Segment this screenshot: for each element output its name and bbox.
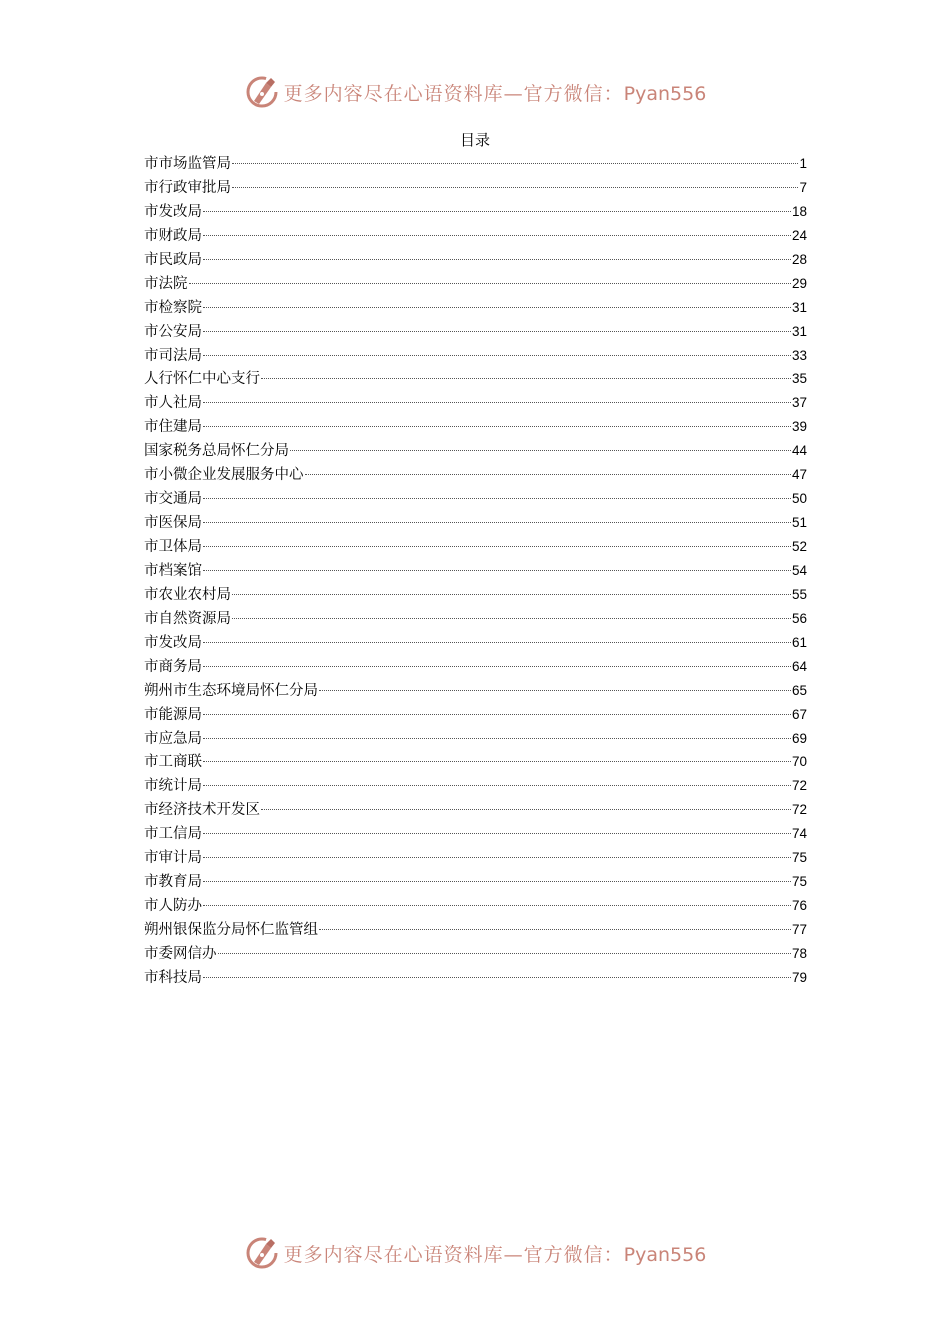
toc-entry-page-number: 50 [791, 491, 807, 507]
toc-dot-leader [203, 881, 791, 882]
toc-entry[interactable] [144, 703, 807, 727]
toc-dot-leader [203, 331, 791, 332]
toc-entry-label: 市工商联 [144, 754, 202, 771]
toc-entry-label: 市行政审批局 [144, 179, 231, 196]
toc-entry[interactable] [144, 296, 807, 320]
toc-entry-page-number: 54 [791, 562, 807, 578]
toc-entry-label: 市能源局 [144, 706, 202, 723]
toc-entry-label: 朔州银保监分局怀仁监管组 [144, 922, 318, 938]
toc-entry[interactable] [144, 774, 807, 798]
toc-entry-page-number: 72 [791, 778, 807, 794]
toc-entry-label: 市档案馆 [144, 562, 202, 579]
toc-entry[interactable] [144, 894, 807, 918]
toc-entry[interactable] [144, 942, 807, 966]
toc-entry-page-number: 51 [791, 515, 807, 531]
toc-dot-leader [203, 307, 791, 308]
toc-dot-leader [261, 378, 791, 379]
toc-entry-page-number: 75 [791, 874, 807, 890]
toc-entry-label: 市法院 [144, 275, 188, 292]
toc-entry[interactable] [144, 391, 807, 415]
toc-dot-leader [305, 474, 791, 475]
banner-wechat-id: Pyan556 [623, 82, 707, 105]
toc-dot-leader [203, 259, 791, 260]
toc-entry[interactable] [144, 176, 807, 200]
toc-dot-leader [203, 857, 791, 858]
toc-entry[interactable] [144, 966, 807, 990]
toc-entry-label: 市人社局 [144, 395, 202, 412]
toc-dot-leader [218, 953, 791, 954]
toc-entry-label: 市交通局 [144, 491, 202, 508]
toc-dot-leader [203, 761, 791, 762]
toc-entry[interactable] [144, 344, 807, 368]
toc-entry-page-number: 28 [791, 251, 807, 267]
toc-entry-page-number: 35 [791, 371, 807, 387]
toc-entry[interactable] [144, 224, 807, 248]
toc-dot-leader [203, 522, 791, 523]
banner-wechat-id: Pyan556 [623, 1243, 707, 1266]
toc-entry-page-number: 69 [791, 730, 807, 746]
toc-entry-page-number: 77 [791, 922, 807, 937]
toc-entry-page-number: 7 [799, 179, 807, 195]
toc-dot-leader [189, 283, 791, 284]
toc-entry-page-number: 52 [791, 539, 807, 554]
toc-entry-label: 市人防办 [144, 898, 202, 915]
toc-entry-label: 市卫体局 [144, 539, 202, 555]
toc-entry-label: 市商务局 [144, 658, 202, 675]
toc-dot-leader [203, 785, 791, 786]
toc-entry-label: 市审计局 [144, 850, 202, 867]
toc-entry-label: 市经济技术开发区 [144, 802, 260, 819]
toc-dot-leader [203, 546, 791, 547]
toc-entry-page-number: 72 [791, 802, 807, 818]
toc-entry[interactable] [144, 583, 807, 607]
toc-entry-label: 市发改局 [144, 203, 202, 220]
toc-entry-page-number: 55 [791, 586, 807, 602]
toc-dot-leader [232, 594, 791, 595]
toc-entry-page-number: 65 [791, 682, 807, 698]
toc-dot-leader [290, 450, 791, 451]
toc-entry[interactable] [144, 439, 807, 463]
toc-entry[interactable] [144, 272, 807, 296]
toc-entry[interactable] [144, 607, 807, 631]
toc-dot-leader [232, 187, 798, 188]
header-banner [0, 72, 950, 112]
toc-dot-leader [203, 666, 791, 667]
toc-entry-page-number: 56 [791, 610, 807, 626]
toc-entry-page-number: 37 [791, 395, 807, 411]
toc-entry-label: 市统计局 [144, 778, 202, 795]
banner-text-cn: 更多内容尽在心语资料库—官方微信： [283, 1243, 624, 1266]
toc-entry[interactable] [144, 870, 807, 894]
toc-entry-label: 国家税务总局怀仁分局 [144, 443, 289, 460]
toc-entry-label: 市自然资源局 [144, 610, 231, 627]
toc-entry-label: 市民政局 [144, 251, 202, 268]
toc-entry-label: 市应急局 [144, 730, 202, 747]
toc-dot-leader [203, 426, 791, 427]
toc-entry-label: 市财政局 [144, 227, 202, 244]
toc-entry[interactable] [144, 750, 807, 774]
toc-dot-leader [232, 163, 798, 164]
toc-entry[interactable] [144, 918, 807, 942]
toc-entry-page-number: 74 [791, 826, 807, 842]
toc-entry[interactable] [144, 655, 807, 679]
toc-dot-leader [319, 929, 791, 930]
toc-entry-label: 市市场监管局 [144, 156, 231, 172]
footer-banner [0, 1233, 950, 1273]
toc-dot-leader [203, 977, 791, 978]
toc-entry-page-number: 64 [791, 658, 807, 674]
banner-text-cn: 更多内容尽在心语资料库—官方微信： [283, 82, 624, 105]
toc-dot-leader [203, 905, 791, 906]
toc-entry-label: 市工信局 [144, 826, 202, 843]
toc-dot-leader [203, 211, 791, 212]
toc-entry-page-number: 1 [799, 156, 807, 171]
toc-dot-leader [203, 642, 791, 643]
toc-entry[interactable] [144, 727, 807, 751]
toc-entry-label: 人行怀仁中心支行 [144, 371, 260, 388]
toc-entry[interactable] [144, 798, 807, 822]
toc-entry-label: 市小微企业发展服务中心 [144, 467, 304, 484]
toc-entry[interactable] [144, 511, 807, 535]
toc-entry-page-number: 33 [791, 347, 807, 363]
toc-entry-page-number: 31 [791, 323, 807, 339]
toc-entry-label: 市医保局 [144, 515, 202, 532]
toc-entry[interactable] [144, 200, 807, 224]
toc-entry-label: 朔州市生态环境局怀仁分局 [144, 682, 318, 699]
toc-entry[interactable] [144, 415, 807, 439]
toc-entry-page-number: 18 [791, 203, 807, 219]
toc-dot-leader [203, 402, 791, 403]
toc-dot-leader [203, 714, 791, 715]
toc-entry-label: 市司法局 [144, 347, 202, 364]
toc-dot-leader [203, 570, 791, 571]
toc-entry[interactable] [144, 248, 807, 272]
toc-dot-leader [203, 833, 791, 834]
toc-entry[interactable] [144, 320, 807, 344]
toc-entry[interactable] [144, 822, 807, 846]
toc-entry[interactable] [144, 152, 807, 176]
toc-dot-leader [203, 235, 791, 236]
toc-entry[interactable] [144, 367, 807, 391]
toc-entry[interactable] [144, 846, 807, 870]
toc-entry-label: 市科技局 [144, 969, 202, 986]
toc-dot-leader [319, 690, 791, 691]
table-of-contents [144, 152, 807, 990]
toc-entry-page-number: 44 [791, 443, 807, 459]
toc-entry-page-number: 75 [791, 850, 807, 866]
toc-entry-page-number: 76 [791, 898, 807, 914]
toc-entry-page-number: 61 [791, 634, 807, 650]
toc-entry-label: 市检察院 [144, 299, 202, 316]
toc-dot-leader [203, 738, 791, 739]
toc-entry-page-number: 78 [791, 945, 807, 961]
pen-nib-logo-icon [244, 74, 280, 110]
page-title: 目录 [459, 131, 490, 149]
toc-dot-leader [203, 498, 791, 499]
toc-entry[interactable] [144, 463, 807, 487]
pen-nib-logo-icon [244, 1235, 280, 1271]
toc-dot-leader [203, 355, 791, 356]
toc-entry[interactable] [144, 559, 807, 583]
toc-entry[interactable] [144, 679, 807, 703]
toc-entry-page-number: 29 [791, 275, 807, 291]
toc-entry-label: 市委网信办 [144, 945, 217, 962]
toc-entry[interactable] [144, 535, 807, 559]
toc-entry[interactable] [144, 487, 807, 511]
toc-entry-label: 市住建局 [144, 419, 202, 436]
toc-entry-page-number: 39 [791, 419, 807, 435]
toc-entry-page-number: 67 [791, 706, 807, 722]
toc-entry-label: 市教育局 [144, 874, 202, 891]
toc-entry-page-number: 70 [791, 754, 807, 770]
toc-entry-label: 市发改局 [144, 634, 202, 651]
toc-entry-label: 市公安局 [144, 323, 202, 340]
toc-entry-page-number: 47 [791, 467, 807, 483]
toc-dot-leader [232, 618, 791, 619]
toc-dot-leader [261, 809, 791, 810]
toc-entry-page-number: 24 [791, 227, 807, 243]
toc-entry-page-number: 79 [791, 969, 807, 985]
toc-entry[interactable] [144, 631, 807, 655]
toc-entry-page-number: 31 [791, 299, 807, 315]
toc-entry-label: 市农业农村局 [144, 586, 231, 603]
